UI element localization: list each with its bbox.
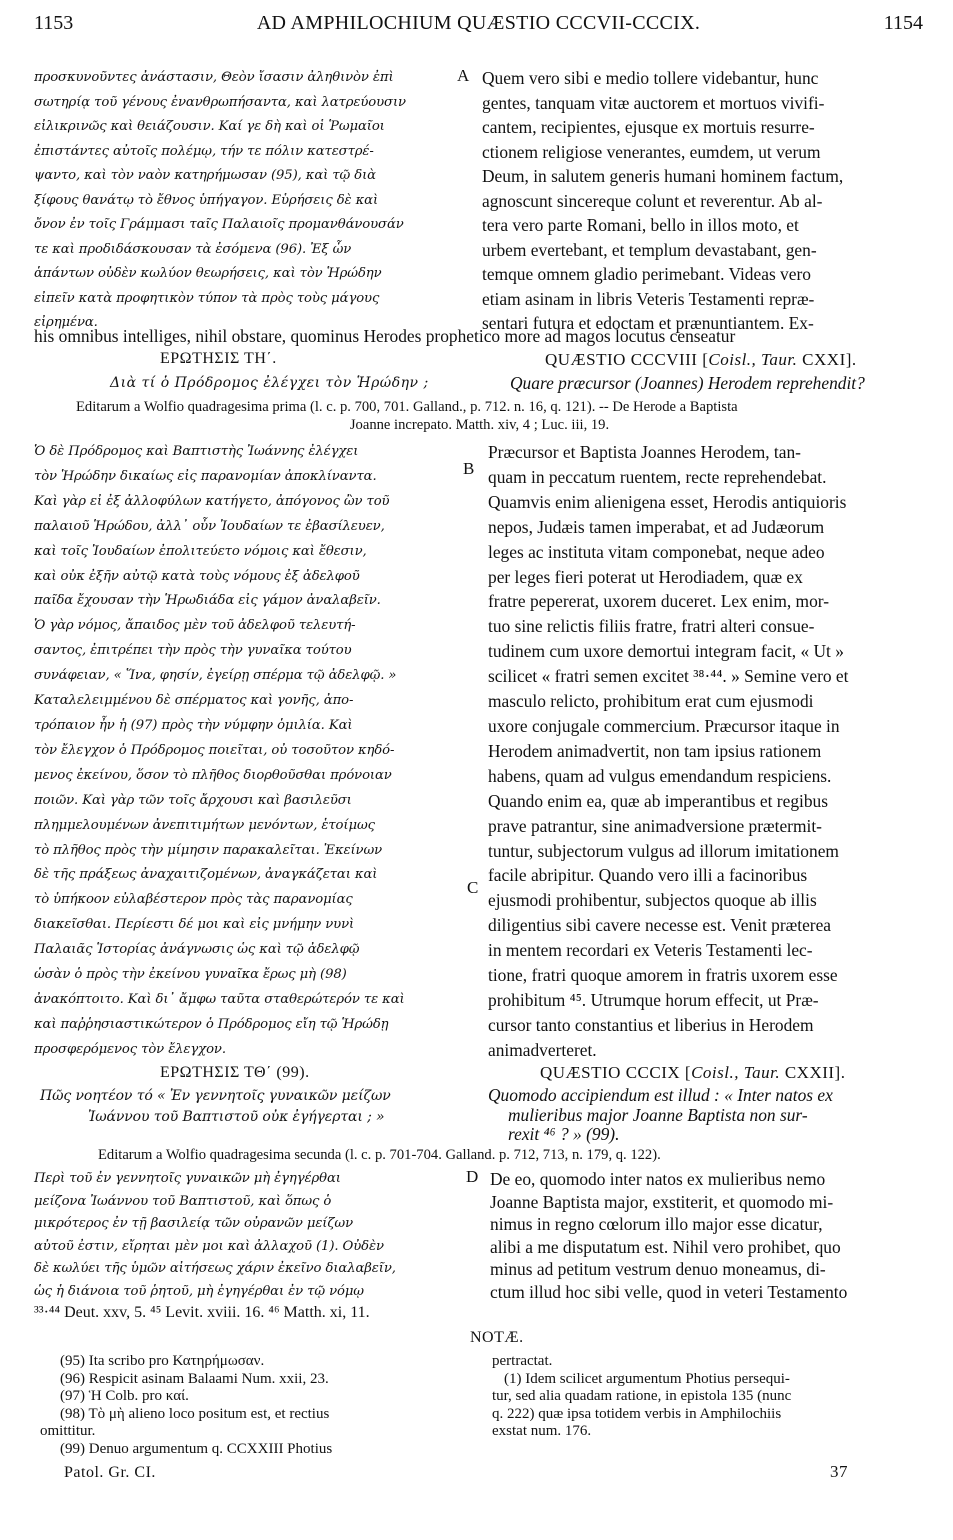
greek-line: ἁπάντων οὐδὲν κωλύον θεωρήσεις, καὶ τὸν Ἡρώδην <box>34 266 382 281</box>
greek-line: μικρότερος ἐν τῇ βασιλείᾳ τῶν οὐρανῶν μείζων <box>34 1216 353 1231</box>
greek-line: μενος ἐκείνου, ὅσον τὸ πλῆθος διορθοῦσθαι πρόνοιαν <box>34 767 392 783</box>
latin-line: nimus in regno cœlorum illo major esse dicatur, <box>490 1214 823 1234</box>
latin-line: tera vero parte Romani, bello in illos moto, et <box>482 215 799 235</box>
note-line: pertractat. <box>492 1353 553 1369</box>
latin-line: sentari futura et edoctam et prænuntiantem. Ex- <box>482 313 814 333</box>
page-number-right: 1154 <box>883 12 923 34</box>
latin-title-part: QUÆSTIO CCCVIII [ <box>545 350 709 369</box>
latin-line: per leges fieri poterat ut Herodiadem, quæ ex <box>488 566 803 587</box>
latin-line: Quando enim ea, quæ ab imperantibus et regibus <box>488 790 829 811</box>
latin-line: cantem, recipientes, ejusque ex mortuis resurre- <box>482 117 815 137</box>
latin-line: tione, fratri quoque amorem in fratris uxorem esse <box>488 965 838 986</box>
greek-line: δὲ τῆς πράξεως ἀναχαιτιζομένων, ἀναγκάζεται καὶ <box>34 867 378 883</box>
greek-line: παῖδα ἔχουσαν τὴν Ἡρωδιάδα εἰς γάμον ἀναλαβεῖν. <box>34 593 381 609</box>
latin-line: cursor tanto constantius et liberius in Herodem <box>488 1014 814 1035</box>
latin-title-end: CXXI]. <box>797 350 857 369</box>
note-line: tur, sed alia quadam ratione, in epistola 135 (nunc <box>492 1388 792 1404</box>
full-width-line: his omnibus intelliges, nihil obstare, quominus Herodes prophetico more ad magos locutus censeatur <box>34 326 736 346</box>
greek-line: εἰρημένα. <box>34 315 98 330</box>
note-line: (97) Ἡ Colb. pro καί. <box>60 1388 189 1404</box>
greek-line: σωτηρίᾳ τοῦ γένους ἐνανθρωπήσαντα, καὶ λατρεύουσιν <box>34 94 406 110</box>
latin-line: prave patrantur, sine animadversione prætermit- <box>488 815 822 836</box>
latin-line: agnoscunt sincereque colunt et reverentur. Ab al- <box>482 190 823 211</box>
greek-line: σαντος, ἐπιτρέπει τὴν πρὸς τὴν γυναῖκα τούτου <box>34 643 352 659</box>
running-title: AD AMPHILOCHIUM QUÆSTIO CCCVII-CCCIX. <box>256 12 701 34</box>
notes-heading: NOTÆ. <box>470 1329 524 1346</box>
footer-volume: Patol. Gr. CI. <box>64 1464 156 1481</box>
latin-column-block-2 <box>488 440 926 1063</box>
latin-question-title-309 <box>540 1063 845 1083</box>
note-line: exstat num. 176. <box>492 1423 592 1439</box>
latin-line: nepos, Judæis tamen imperabat, et ad Judæorum <box>488 516 825 537</box>
greek-line: Περὶ τοῦ ἐν γεννητοῖς γυναικῶν μὴ ἐγηγέρθαι <box>34 1171 341 1186</box>
latin-line: Quomodo accipiendum est illud : « Inter natos ex <box>488 1085 833 1105</box>
latin-line: tuntur, subjectorum vulgus ad illorum imitationem <box>488 840 839 861</box>
margin-mark-d: D <box>466 1167 479 1186</box>
greek-line: Πῶς νοητέον τό « Ἐν γεννητοῖς γυναικῶν μείζων <box>40 1088 391 1104</box>
greek-line: πλημμελουμένων ἀνεπιτιμήτων μενόντων, ἑτοίμως <box>34 817 375 833</box>
greek-line: δὲ κωλύει τῆς ὑμῶν αἰτήσεως χάριν ἐκεῖνο διαλαβεῖν, <box>34 1261 396 1276</box>
greek-column-block-3 <box>34 1168 464 1303</box>
page-number-left: 1153 <box>34 12 74 34</box>
note-line: q. 222) quæ ipsa totidem verbis in Amphilochiis <box>492 1405 782 1422</box>
edition-note-308: Editarum a Wolfio quadragesima prima (l. c. p. 700, 701. Galland., p. 712. n. 16, q. 121). -- De Herode a Baptista <box>76 399 738 415</box>
latin-line: Præcursor et Baptista Joannes Herodem, tan- <box>488 442 801 462</box>
latin-line: animadverteret. <box>488 1039 597 1060</box>
greek-line: ποιῶν. Καὶ γὰρ τῶν τοῖς ἄρχουσι καὶ βασιλεῦσι <box>34 792 352 808</box>
latin-line: temque omnem gladio perimebant. Videas vero <box>482 264 811 284</box>
greek-line: Ἰωάννου τοῦ Βαπτιστοῦ οὐκ ἐγήγερται ; » <box>88 1109 385 1125</box>
latin-line: habens, quam ad vulgus emendandum respiciens. <box>488 765 832 786</box>
latin-line: Deum, in salutem generis humani hominem factum, <box>482 166 844 186</box>
greek-question-309 <box>40 1086 460 1128</box>
latin-line: ctum illud hoc sibi velle, quod in veteri Testamento <box>490 1281 848 1302</box>
latin-line: Quamvis enim alienigena esset, Herodis antiquioris <box>488 491 847 512</box>
greek-line: Ὁ δὲ Πρόδρομος καὶ Βαπτιστὴς Ἰωάννης ἐλέγχει <box>34 444 359 459</box>
margin-mark-b: B <box>463 459 475 478</box>
greek-line: προσκυνοῦντες ἀνάστασιν, Θεὸν ἴσασιν ἀληθινὸν ἐπὶ <box>34 70 394 85</box>
latin-line: De eo, quomodo inter natos ex mulieribus nemo <box>490 1169 826 1189</box>
greek-line: αὐτοῦ ἐστιν, εἴρηται μὲν μοι καὶ ἀλλαχοῦ (1). Οὐδὲν <box>34 1238 384 1254</box>
latin-line: tuo sine relictis filiis fratre, fratri alteri consue- <box>488 616 815 637</box>
margin-mark-a: A <box>457 66 470 85</box>
latin-line: alibi a me disputatum est. Nihil vero prohibet, quo <box>490 1236 841 1257</box>
greek-line: ὡς ἡ διάνοια τοῦ ῥητοῦ, μὴ ἐγηγέρθαι ἐν τῷ νόμῳ <box>34 1283 364 1299</box>
latin-line: ejusmodi prohibentur, subjectos quoque ab illis <box>488 890 817 911</box>
latin-line: scilicet « fratri semen excitet ³⁸·⁴⁴. » Semine vero et <box>488 666 849 687</box>
latin-line: facile abripitur. Quando vero illi a facinoribus <box>488 865 808 886</box>
edition-note-308-cont: Joanne increpato. Matth. xiv, 4 ; Luc. iii, 19. <box>349 417 610 433</box>
greek-line: τε καὶ προδιδάσκουσαν τὰ ἐσόμενα (96). Ἐξ ὧν <box>34 241 352 257</box>
latin-line: prohibitum ⁴⁵. Utrumque horum effecit, ut Præ- <box>488 989 819 1010</box>
notes-left-column <box>40 1353 480 1458</box>
notes-right-column <box>492 1353 922 1441</box>
greek-line: τὸν ἔλεγχον ὁ Πρόδρομος ποιεῖται, οὐ τοσοῦτον κηδό- <box>34 742 395 758</box>
latin-line: mulieribus major Joanne Baptista non sur- <box>508 1104 808 1125</box>
greek-column-block-1 <box>34 66 454 336</box>
latin-question-title-308 <box>545 350 857 370</box>
latin-title-source: Coisl., Taur. <box>708 350 798 369</box>
latin-line: tudinem cum uxore demortui integram facit, « Ut » <box>488 641 844 662</box>
latin-column-block-1 <box>482 66 922 336</box>
greek-line: τὸν Ἡρώδην δικαίως εἰς παρανομίαν ἀποκλίναντα. <box>34 468 377 484</box>
greek-line: μείζονα Ἰωάννου τοῦ Βαπτιστοῦ, καὶ ὅπως ὁ <box>34 1193 332 1209</box>
greek-line: εἰπεῖν κατὰ προφητικὸν τύπον τὰ πρὸς τοὺς μάγους <box>34 290 380 306</box>
note-line: (99) Denuo argumentum q. CCXXIII Photius <box>60 1440 333 1457</box>
latin-title-part: QUÆSTIO CCCIX [ <box>540 1063 692 1082</box>
greek-line: Καταλελειμμένου δὲ σπέρματος καὶ γονῆς, ἀπο- <box>34 693 354 709</box>
greek-line: ψαντο, καὶ τὸν ναὸν κατηρήμωσαν (95), καὶ τῷ διὰ <box>34 168 376 183</box>
greek-line: προσφερόμενος τὸν ἔλεγχον. <box>34 1041 226 1057</box>
greek-line: καὶ παῤῥησιαστικώτερον ὁ Πρόδρομος εἴη τῷ Ἡρώδῃ <box>34 1016 389 1032</box>
latin-line: Joanne Baptista major, exstiterit, et quomodo mi- <box>490 1191 834 1212</box>
note-line: omittitur. <box>40 1423 96 1439</box>
latin-line: fratre pepererat, uxorem duceret. Lex enim, mor- <box>488 591 830 612</box>
running-header <box>34 12 923 42</box>
greek-line: Παλαιᾶς Ἱστορίας ἀνάγνωσις ὡς καὶ τῷ ἀδελφῷ <box>34 942 360 958</box>
greek-question-title-308: ΕΡΩΤΗΣΙΣ ΤΗ΄. <box>160 350 277 367</box>
greek-line: τρόπαιον ἦν ἡ (97) πρὸς τὴν νύμφην ὁμιλία. Καὶ <box>34 717 353 733</box>
latin-line: quam in peccatum ruentem, recte reprehendebat. <box>488 466 827 487</box>
latin-line: ctionem religiose venerantes, eumdem, ut verum <box>482 141 821 162</box>
latin-line: gentes, tanquam vitæ auctorem et mortuos vivifi- <box>482 92 825 113</box>
greek-line: ξίφους θανάτῳ τὸ ἔθνος ὑπήγαγον. Εὑρήσεις δὲ καὶ <box>34 192 379 208</box>
greek-line: ὄνον ἐν τοῖς Γράμμασι ταῖς Παλαιοῖς προμανθάνουσάν <box>34 217 404 232</box>
latin-line: in mentem recordari ex Veteris Testamenti lec- <box>488 940 813 961</box>
greek-line: καὶ τοῖς Ἰουδαίων ἐπολιτεύετο νόμοις καὶ ἔθεσιν, <box>34 543 367 559</box>
latin-line: uxore conjugale commercium. Præcursor itaque in <box>488 715 840 736</box>
latin-title-end: CXXII]. <box>780 1063 846 1082</box>
latin-column-block-3 <box>490 1168 926 1303</box>
latin-line: etiam asinam in libris Veteris Testamenti repræ- <box>482 288 815 309</box>
edition-note-309: Editarum a Wolfio quadragesima secunda (l. c. p. 701-704. Galland. p. 712, 713, n. 179, q. 122). <box>98 1147 661 1163</box>
note-line: (96) Respicit asinam Balaami Num. xxii, 23. <box>60 1370 329 1387</box>
greek-line: ἀνακόπτοιτο. Καὶ δι᾽ ἄμφω ταῦτα σταθερώτερόν τε καὶ <box>34 991 405 1007</box>
greek-question-title-309: ΕΡΩΤΗΣΙΣ ΤΘ΄ (99). <box>160 1064 310 1081</box>
latin-line: masculo relicto, prohibitum erat cum ejusmodi <box>488 691 814 712</box>
greek-line: συνάφειαν, « Ἵνα, φησίν, ἐγείρῃ σπέρμα τῷ ἀδελφῷ. » <box>34 668 397 684</box>
footer-signature-number: 37 <box>830 1462 848 1481</box>
greek-line: ἐπιστάντες αὐτοῖς πολέμῳ, τήν τε πόλιν κατεστρέ- <box>34 143 374 159</box>
greek-column-block-2 <box>34 440 459 1063</box>
greek-line: τὸ πλῆθος πρὸς τὴν μίμησιν παρακαλεῖται. Ἐκείνων <box>34 842 383 858</box>
latin-line: leges ac instituta vitam componebat, neque adeo <box>488 541 825 562</box>
greek-line: τὸ ὑπήκοον εὐλαβέστερον πρὸς τὰς παρανομίας <box>34 892 353 908</box>
latin-line: minus ad petitum vestrum denuo moneamus, di- <box>490 1259 826 1279</box>
margin-mark-c: C <box>467 878 479 897</box>
latin-question-309 <box>488 1086 926 1145</box>
greek-line: Ὁ γὰρ νόμος, ἄπαιδος μὲν τοῦ ἀδελφοῦ τελευτή- <box>34 618 356 634</box>
latin-question-308: Quare præcursor (Joannes) Herodem reprehendit? <box>510 373 865 393</box>
scripture-references: ³³·⁴⁴ Deut. xxv, 5. ⁴⁵ Levit. xviii. 16. ⁴⁶ Matth. xi, 11. <box>34 1304 370 1321</box>
greek-line: εἰλικρινῶς καὶ θειάζουσιν. Καί γε δὴ καὶ οἱ Ῥωμαῖοι <box>34 119 385 134</box>
latin-line: Quem vero sibi e medio tollere videbantur, hunc <box>482 68 819 88</box>
note-line: (95) Ita scribo pro Κατηρήμωσαν. <box>60 1353 265 1369</box>
greek-line: παλαιοῦ Ἡρώδου, ἀλλ᾽ οὖν Ἰουδαίων τε ἐβασίλευεν, <box>34 518 385 534</box>
latin-line: diligentius sibi cavere necesse est. Venit præterea <box>488 915 832 936</box>
note-line: (1) Idem scilicet argumentum Photius persequi- <box>504 1370 790 1387</box>
latin-line: Herodem animadvertit, non tam ipsius rationem <box>488 740 822 761</box>
greek-line: ὡσὰν ὁ πρὸς τὴν ἐκείνου γυναῖκα ἔρως μὴ (98) <box>34 967 347 983</box>
greek-line: καὶ οὐκ ἐξῆν αὐτῷ κατὰ τοὺς νόμους ἐξ ἀδελφοῦ <box>34 568 360 584</box>
greek-line: διακεῖσθαι. Περίεστι δέ μοι καὶ εἰς μνήμην νυνὶ <box>34 917 355 933</box>
latin-line: urbem evertebant, et templum devastabant, gen- <box>482 239 817 260</box>
latin-title-source: Coisl., Taur. <box>691 1063 781 1082</box>
greek-question-308: Διὰ τί ὁ Πρόδρομος ἐλέγχει τὸν Ἡρώδην ; <box>110 375 429 391</box>
note-line: (98) Τὸ μὴ alieno loco positum est, et rectius <box>60 1405 330 1422</box>
latin-line: rexit ⁴⁶ ? » (99). <box>508 1124 620 1144</box>
greek-line: Καὶ γὰρ εἰ ἐξ ἀλλοφύλων κατήγετο, ἀπόγονος ὢν τοῦ <box>34 493 390 509</box>
